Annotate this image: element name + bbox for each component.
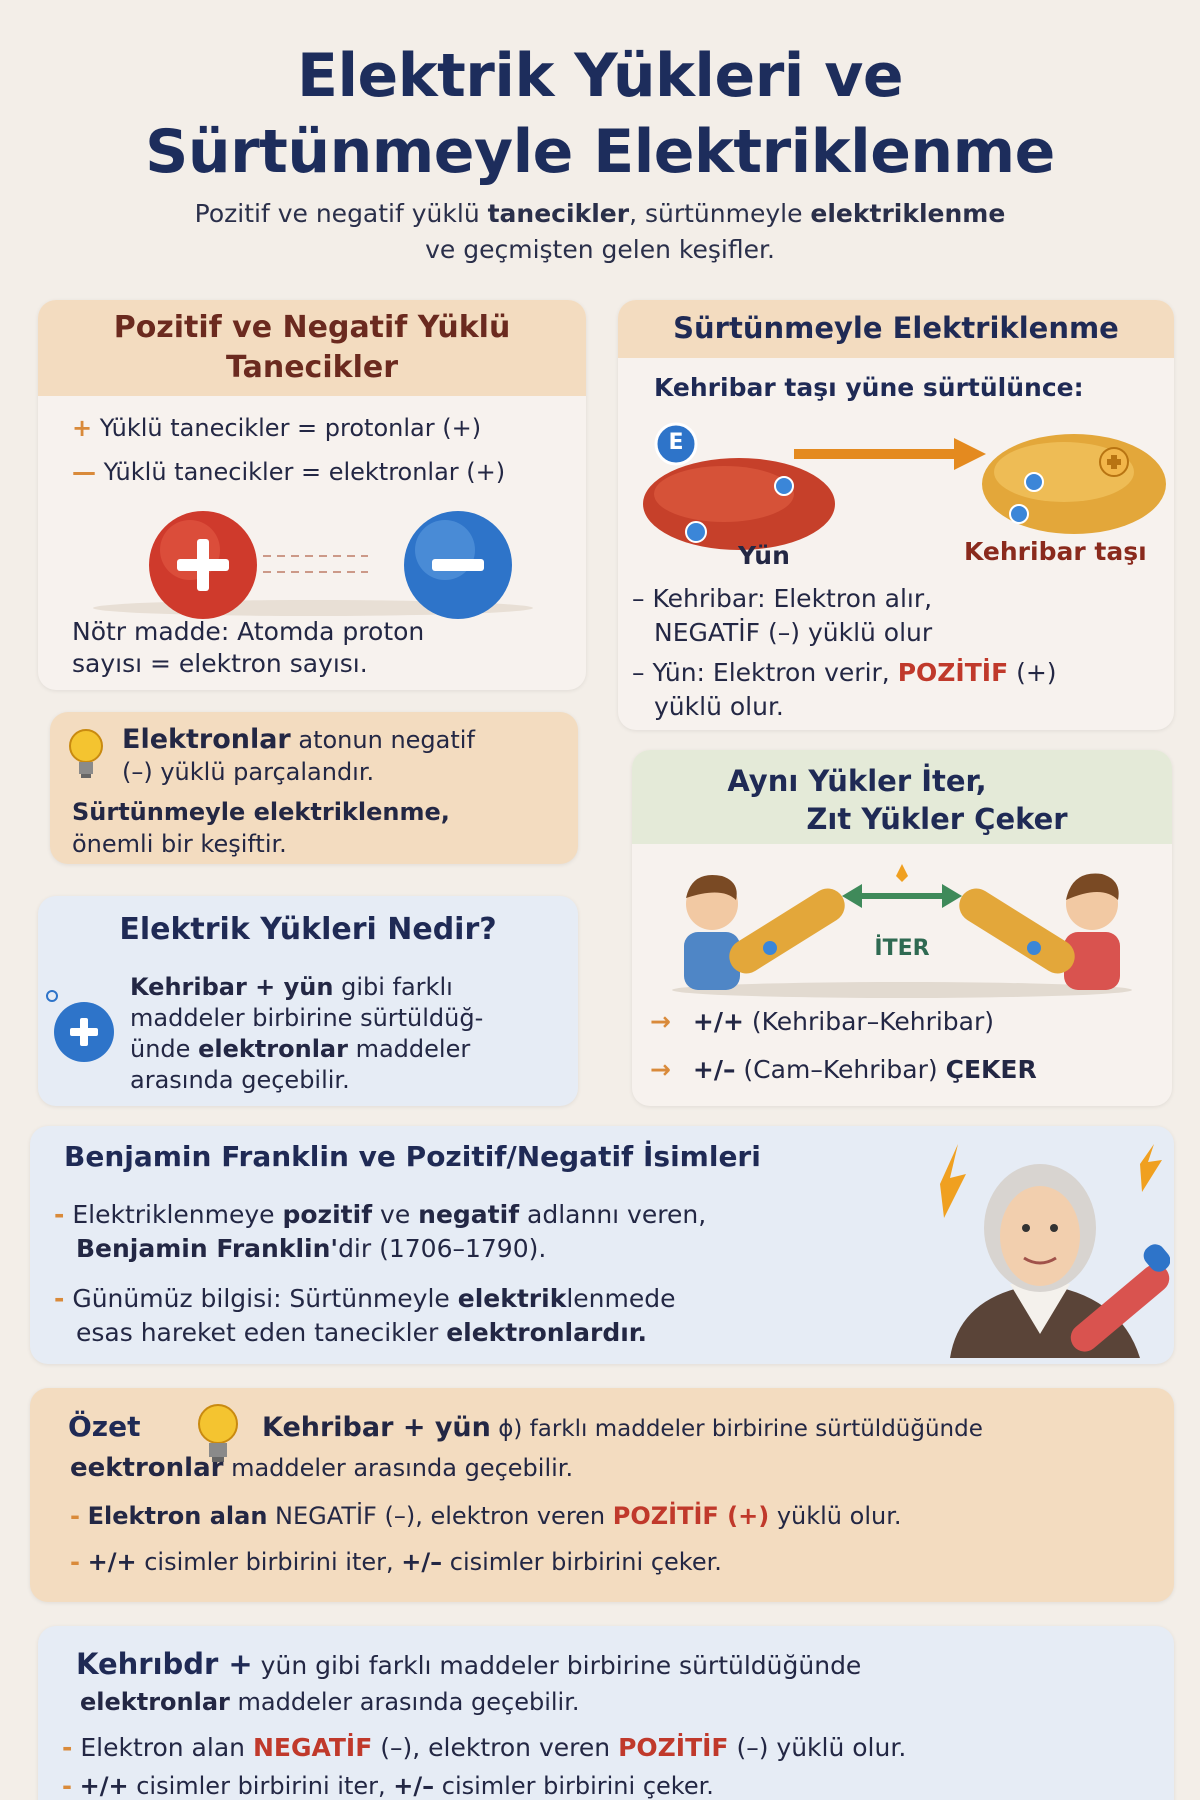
particle-item-2-text: Yüklü tanecikler = elektronlar (+) <box>103 458 506 486</box>
summary-line3-bold: Elektron alan <box>87 1502 268 1530</box>
summary-line3 <box>70 1500 1150 1532</box>
friction-item2-line2: yüklü olur. <box>654 692 784 721</box>
positive-charge-icon <box>149 511 257 619</box>
tip-discovery <box>72 796 562 860</box>
friction-item2-em: POZİTİF <box>897 658 1009 687</box>
title-line1: Elektrik Yükleri ve <box>296 41 904 111</box>
summary-line2 <box>70 1452 1150 1484</box>
bottom-line2 <box>80 1686 1160 1718</box>
charges-heading-line1: Aynı Yükler İter, <box>727 764 987 798</box>
tip-line2: (–) yüklü parçalandır. <box>122 758 375 786</box>
bottom-line2-rest: maddeler arasında geçebilir. <box>229 1688 580 1716</box>
repel-arrow-icon <box>842 864 962 908</box>
subtitle-bold: elektriklenme <box>810 199 1006 228</box>
whatis-bold2: elektronlar <box>198 1035 348 1063</box>
dash-bullet-icon: - <box>62 1733 73 1762</box>
wool-label: Yün <box>738 541 790 570</box>
child-left-icon <box>684 875 740 990</box>
card-charges-heading <box>632 750 1172 844</box>
tip-line4: önemli bir keşiftir. <box>72 830 287 858</box>
whatis-line2: maddeler birbirine sürtüldüğ- <box>130 1004 484 1032</box>
bottom-line1 <box>76 1648 1156 1682</box>
fr2-line2-pre: esas hareket eden tanecikler <box>76 1318 447 1347</box>
whatis-pre: ünde <box>130 1035 199 1063</box>
charges-heading-line2: Zıt Yükler Çeker <box>806 802 1068 836</box>
summary-line3-mid: NEGATİF (–), elektron veren <box>267 1502 613 1530</box>
fr1-line2-bold: Benjamin Franklin' <box>76 1234 339 1263</box>
bottom-line4-mid: cisimler birbirini iter, <box>128 1772 394 1800</box>
fr1-b1: pozitif <box>282 1200 373 1229</box>
subtitle-part: , sürtünmeyle <box>629 199 811 228</box>
charges-illustration <box>78 510 548 620</box>
summary-label: Özet <box>68 1410 141 1443</box>
whatis-bold: Kehribar + yün <box>130 973 334 1001</box>
summary-line1 <box>262 1412 1162 1445</box>
particle-item-1 <box>72 412 481 444</box>
summary-rest: ɸ) farklı maddeler birbirine sürtüldüğünde <box>490 1416 983 1442</box>
summary-line3-em: POZİTİF (+) <box>612 1502 770 1530</box>
dash-bullet-icon: - <box>70 1548 80 1576</box>
summary-sign2: +/– <box>401 1548 443 1576</box>
franklin-portrait-icon <box>910 1144 1170 1358</box>
whatis-text <box>130 972 570 1096</box>
card-whatis-heading: Elektrik Yükleri Nedir? <box>119 912 497 947</box>
whatis-line4: arasında geçebilir. <box>130 1066 350 1094</box>
repel-label: İTER <box>874 936 930 961</box>
card-franklin <box>30 1126 1174 1364</box>
card-particles <box>38 300 586 690</box>
charge-rule-2 <box>650 1054 1037 1086</box>
bottom-line3-em2: POZİTİF <box>618 1733 729 1762</box>
subtitle-part: Pozitif ve negatif yüklü <box>194 199 488 228</box>
friction-item1-line1: – Kehribar: Elektron alır, <box>632 584 933 613</box>
friction-results <box>632 582 1162 724</box>
whatis-rest: gibi farklı <box>333 973 453 1001</box>
bottom-bold: Kehrıbdr + <box>76 1647 253 1681</box>
rule2-text: (Cam–Kehribar) <box>735 1055 946 1084</box>
minus-bullet-icon: — <box>72 458 96 486</box>
heading-line1: Pozitif ve Negatif Yüklü <box>113 310 511 345</box>
rule1-text: (Kehribar–Kehribar) <box>743 1007 995 1036</box>
subtitle-line2: ve geçmişten gelen keşifler. <box>425 235 775 264</box>
rule2-sign: +/– <box>692 1055 736 1084</box>
arrow-bullet-icon: → <box>650 1007 671 1036</box>
dash-bullet-icon: - <box>62 1772 72 1800</box>
card-particles-heading <box>38 300 586 396</box>
card-franklin-heading: Benjamin Franklin ve Pozitif/Negatif İsimleri <box>64 1140 761 1173</box>
electron-badge-label: E <box>668 430 684 455</box>
bottom-line3-em1: NEGATİF <box>252 1733 373 1762</box>
neutral-line1: Nötr madde: Atomda proton <box>72 617 425 646</box>
child-right-icon <box>1064 874 1120 990</box>
negative-charge-icon <box>404 511 512 619</box>
particle-item-1-text: Yüklü tanecikler = protonlar (+) <box>99 414 482 442</box>
fr1-pre: Elektriklenmeye <box>72 1200 283 1229</box>
fr1-post: adlannı veren, <box>519 1200 707 1229</box>
summary-line4 <box>70 1546 1150 1578</box>
fr1-b2: negatif <box>418 1200 520 1229</box>
bottom-line4 <box>62 1770 1162 1800</box>
friction-item2-pre: – Yün: Elektron verir, <box>632 658 898 687</box>
fr2-bold: elektrik <box>457 1284 567 1313</box>
whatis-rest2: maddeler <box>347 1035 471 1063</box>
summary-line4-mid: cisimler birbirini iter, <box>136 1548 402 1576</box>
card-whatis <box>38 896 578 1106</box>
repel-illustration <box>652 850 1152 1000</box>
summary-line3-post: yüklü olur. <box>769 1502 902 1530</box>
charge-rule-1 <box>650 1006 994 1038</box>
amber-rod-left-icon <box>723 882 851 980</box>
neutral-matter-note <box>72 616 552 680</box>
card-bottom <box>38 1626 1174 1800</box>
lightbulb-icon <box>66 726 106 782</box>
friction-intro: Kehribar taşı yüne sürtülünce: <box>654 373 1084 402</box>
card-summary <box>30 1388 1174 1602</box>
tip-line3: Sürtünmeyle elektriklenme, <box>72 798 450 826</box>
summary-line4-post: cisimler birbirini çeker. <box>442 1548 722 1576</box>
subtitle-bold: tanecikler <box>487 199 630 228</box>
bottom-line3-pre: Elektron alan <box>80 1733 253 1762</box>
tip-text <box>122 724 562 788</box>
bottom-line3-post: (–) yüklü olur. <box>728 1733 907 1762</box>
summary-line2-bold: eektronlar <box>70 1453 224 1483</box>
fr1-line2-rest: dir (1706–1790). <box>338 1234 547 1263</box>
bottom-rest: yün gibi farklı maddeler birbirine sürtüldüğünde <box>252 1651 862 1680</box>
bottom-sign2: +/– <box>393 1772 435 1800</box>
amber-stone-icon <box>982 434 1166 534</box>
bottom-line3-mid: (–), elektron veren <box>372 1733 619 1762</box>
fr2-pre: Günümüz bilgisi: Sürtünmeyle <box>72 1284 458 1313</box>
bottom-line4-post: cisimler birbirini çeker. <box>434 1772 714 1800</box>
franklin-item-2 <box>54 1282 894 1350</box>
bottom-line3 <box>62 1732 1162 1764</box>
franklin-item-1 <box>54 1198 894 1266</box>
rule1-sign: +/+ <box>692 1007 744 1036</box>
card-friction <box>618 300 1174 730</box>
summary-bold: Kehribar + yün <box>262 1412 491 1443</box>
tip-rest: atonun negatif <box>290 726 475 754</box>
dash-bullet-icon: - <box>54 1200 65 1229</box>
tip-bold: Elektronlar <box>122 724 291 755</box>
page-subtitle <box>40 196 1160 268</box>
card-charges <box>632 750 1172 1106</box>
dash-bullet-icon: - <box>70 1502 80 1530</box>
arrow-bullet-icon: → <box>650 1055 671 1084</box>
positive-charge-icon <box>44 988 120 1064</box>
wool-icon <box>643 458 835 550</box>
amber-label: Kehribar taşı <box>964 537 1147 566</box>
heading-line2: Tanecikler <box>226 350 398 385</box>
bottom-line2-bold: elektronlar <box>80 1688 230 1716</box>
friction-item1-line2: NEGATİF (–) yüklü olur <box>654 618 933 647</box>
card-tip <box>50 712 578 864</box>
card-friction-heading: Sürtünmeyle Elektriklenme <box>618 300 1174 358</box>
fr2-line2-bold: elektronlardır. <box>446 1318 648 1347</box>
title-line2: Sürtünmeyle Elektriklenme <box>145 117 1055 187</box>
bottom-sign1: +/+ <box>79 1772 129 1800</box>
neutral-line2: sayısı = elektron sayısı. <box>72 649 368 678</box>
page-title <box>0 38 1200 190</box>
rule2-em: ÇEKER <box>945 1055 1037 1084</box>
summary-sign1: +/+ <box>87 1548 137 1576</box>
friction-item2-post: (+) <box>1008 658 1057 687</box>
amber-rod-right-icon <box>953 882 1081 980</box>
particle-item-2 <box>72 456 505 488</box>
fr1-mid: ve <box>372 1200 419 1229</box>
fr2-post: lenmede <box>566 1284 676 1313</box>
summary-line2-rest: maddeler arasında geçebilir. <box>223 1454 574 1482</box>
plus-bullet-icon: + <box>72 414 93 442</box>
dash-bullet-icon: - <box>54 1284 65 1313</box>
